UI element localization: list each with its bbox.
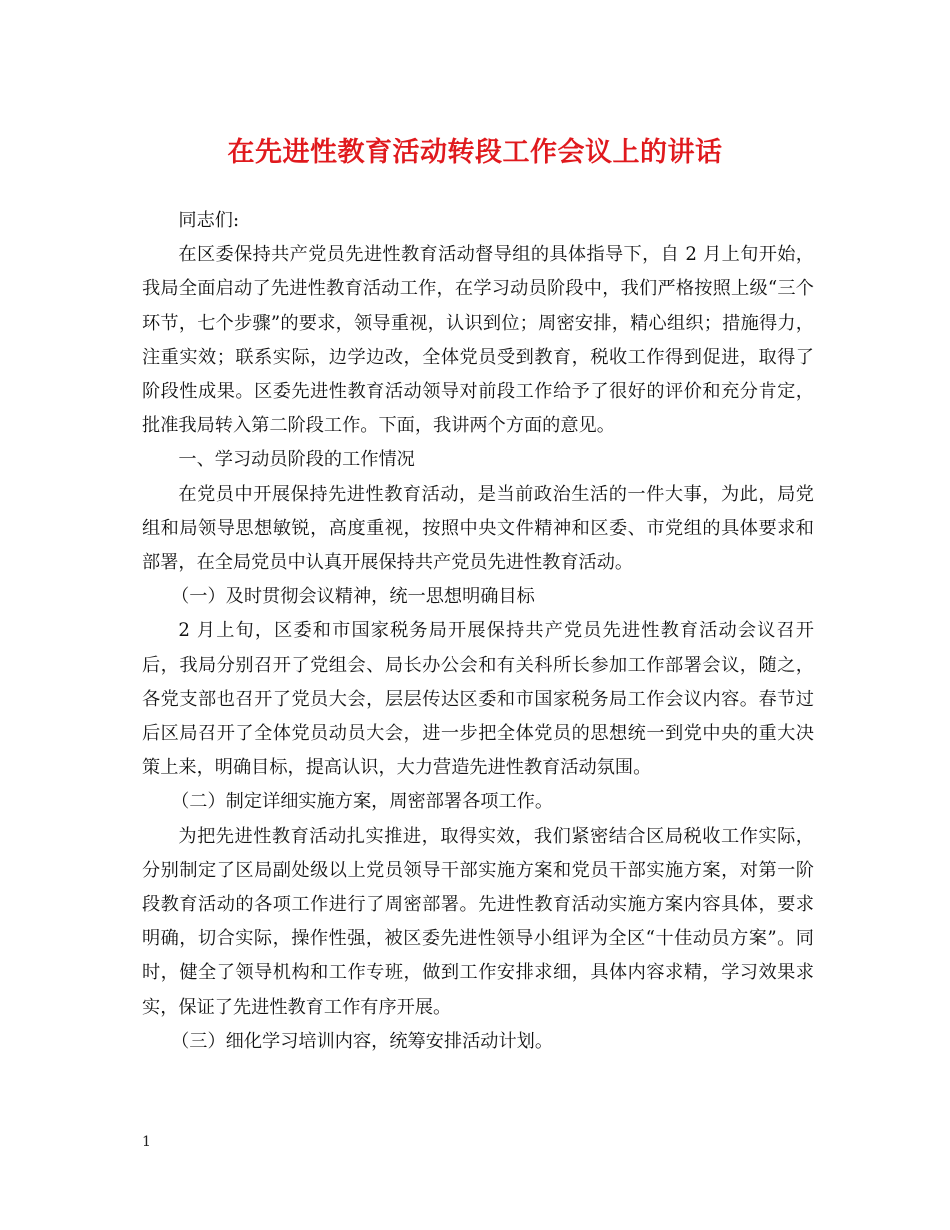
page-number: 1	[142, 1134, 151, 1150]
subsection-heading-3: （三）细化学习培训内容，统筹安排活动计划。	[171, 1030, 554, 1052]
document-body	[142, 204, 814, 1059]
paragraph-intro: 在区委保持共产党员先进性教育活动督导组的具体指导下，自 2 月上旬开始，我局全面启动了先进性教育活动工作，在学习动员阶段中，我们严格按照上级“三个环节，七个步骤”的要求，领导重视，认识到位；周密安排，精心组织；措施得力，注重实效；联系实际，边学边改，全体党员受到教育，税收工作得到促进，取得了阶段性成果。区委先进性教育活动领导对前段工作给予了很好的评价和充分肯定，批准我局转入第二阶段工作。下面，我讲两个方面的意见。	[142, 244, 814, 437]
paragraph-subsection-1: 2 月上旬，区委和市国家税务局开展保持共产党员先进性教育活动会议召开后，我局分别召开了党组会、局长办公会和有关科所长参加工作部署会议，随之，各党支部也召开了党员大会，层层传达区委和市国家税务局工作会议内容。春节过后区局召开了全体党员动员大会，进一步把全体党员的思想统一到党中央的重大决策上来，明确目标，提高认识，大力营造先进性教育活动氛围。	[142, 620, 814, 779]
salutation: 同志们:	[178, 210, 240, 231]
subsection-heading-1: （一）及时贯彻会议精神，统一思想明确目标	[171, 586, 535, 608]
subsection-heading-2: （二）制定详细实施方案，周密部署各项工作。	[171, 791, 554, 813]
paragraph-section-1: 在党员中开展保持先进性教育活动，是当前政治生活的一件大事，为此，局党组和局领导思想敏锐，高度重视，按照中央文件精神和区委、市党组的具体要求和部署，在全局党员中认真开展保持共产党员先进性教育活动。	[142, 483, 814, 574]
section-heading-1: 一、学习动员阶段的工作情况	[178, 449, 415, 471]
document-title: 在先进性教育活动转段工作会议上的讲话	[227, 137, 723, 168]
paragraph-subsection-2: 为把先进性教育活动扎实推进，取得实效，我们紧密结合区局税收工作实际，分别制定了区局副处级以上党员领导干部实施方案和党员干部实施方案，对第一阶段教育活动的各项工作进行了周密部署。先进性教育活动实施方案内容具体，要求明确，切合实际，操作性强，被区委先进性领导小组评为全区“十佳动员方案”。同时，健全了领导机构和工作专班，做到工作安排求细，具体内容求精，学习效果求实，保证了先进性教育工作有序开展。	[142, 825, 814, 1018]
